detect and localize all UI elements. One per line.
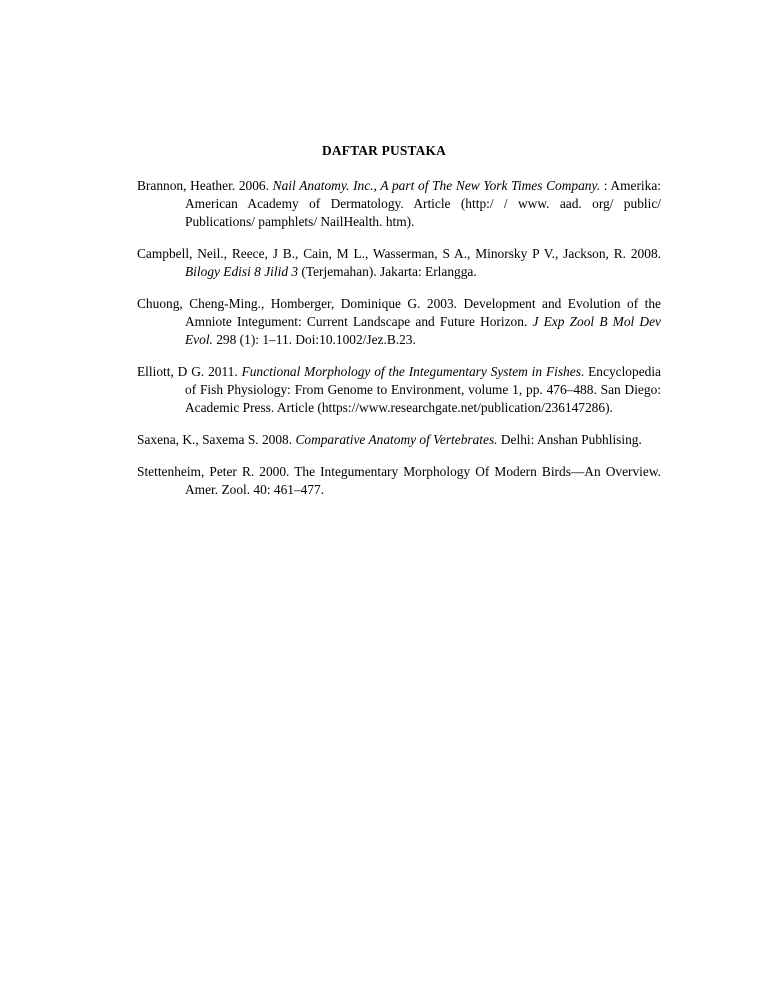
reference-item: [137, 463, 661, 499]
reference-list: [137, 177, 661, 513]
reference-item: [137, 363, 661, 417]
reference-authors: Brannon, Heather. 2006.: [137, 178, 273, 193]
reference-item: [137, 177, 661, 231]
reference-title: Functional Morphology of the Integumentary System in Fishes: [241, 364, 581, 379]
reference-item: [137, 431, 661, 449]
reference-item: [137, 295, 661, 349]
reference-authors: Chuong, Cheng-Ming., Homberger, Dominique G. 2003. Development and Evolution of the Amniote Integument: Current Landscape and Future Horizon.: [137, 296, 661, 329]
reference-item: [137, 245, 661, 281]
reference-details: : Amerika: American Academy of Dermatology. Article (http:/ / www. aad. org/ public/ Publications/ pamphlets/ NailHealth. htm).: [185, 178, 661, 229]
reference-details: 298 (1): 1–11. Doi:10.1002/Jez.B.23.: [212, 332, 416, 347]
page-title: DAFTAR PUSTAKA: [322, 143, 446, 158]
reference-title: Bilogy Edisi 8 Jilid 3: [185, 264, 299, 279]
reference-authors: Stettenheim, Peter R. 2000. The Integumentary Morphology Of Modern Birds—An Overview. Amer. Zool. 40: 461–477.: [137, 464, 661, 497]
reference-details: Delhi: Anshan Pubhlising.: [497, 432, 642, 447]
reference-details: . Encyclopedia of Fish Physiology: From Genome to Environment, volume 1, pp. 476–488. San Diego: Academic Press. Article (https://www.researchgate.net/publication/236147286).: [185, 364, 661, 415]
reference-title: Nail Anatomy. Inc., A part of The New York Times Company.: [272, 178, 601, 193]
reference-title: Comparative Anatomy of Vertebrates.: [295, 432, 498, 447]
reference-authors: Campbell, Neil., Reece, J B., Cain, M L., Wasserman, S A., Minorsky P V., Jackson, R. 2008.: [137, 246, 661, 261]
reference-title: J Exp Zool B Mol Dev Evol.: [185, 314, 661, 347]
reference-details: (Terjemahan). Jakarta: Erlangga.: [298, 264, 477, 279]
reference-authors: Elliott, D G. 2011.: [137, 364, 242, 379]
reference-authors: Saxena, K., Saxema S. 2008.: [137, 432, 296, 447]
